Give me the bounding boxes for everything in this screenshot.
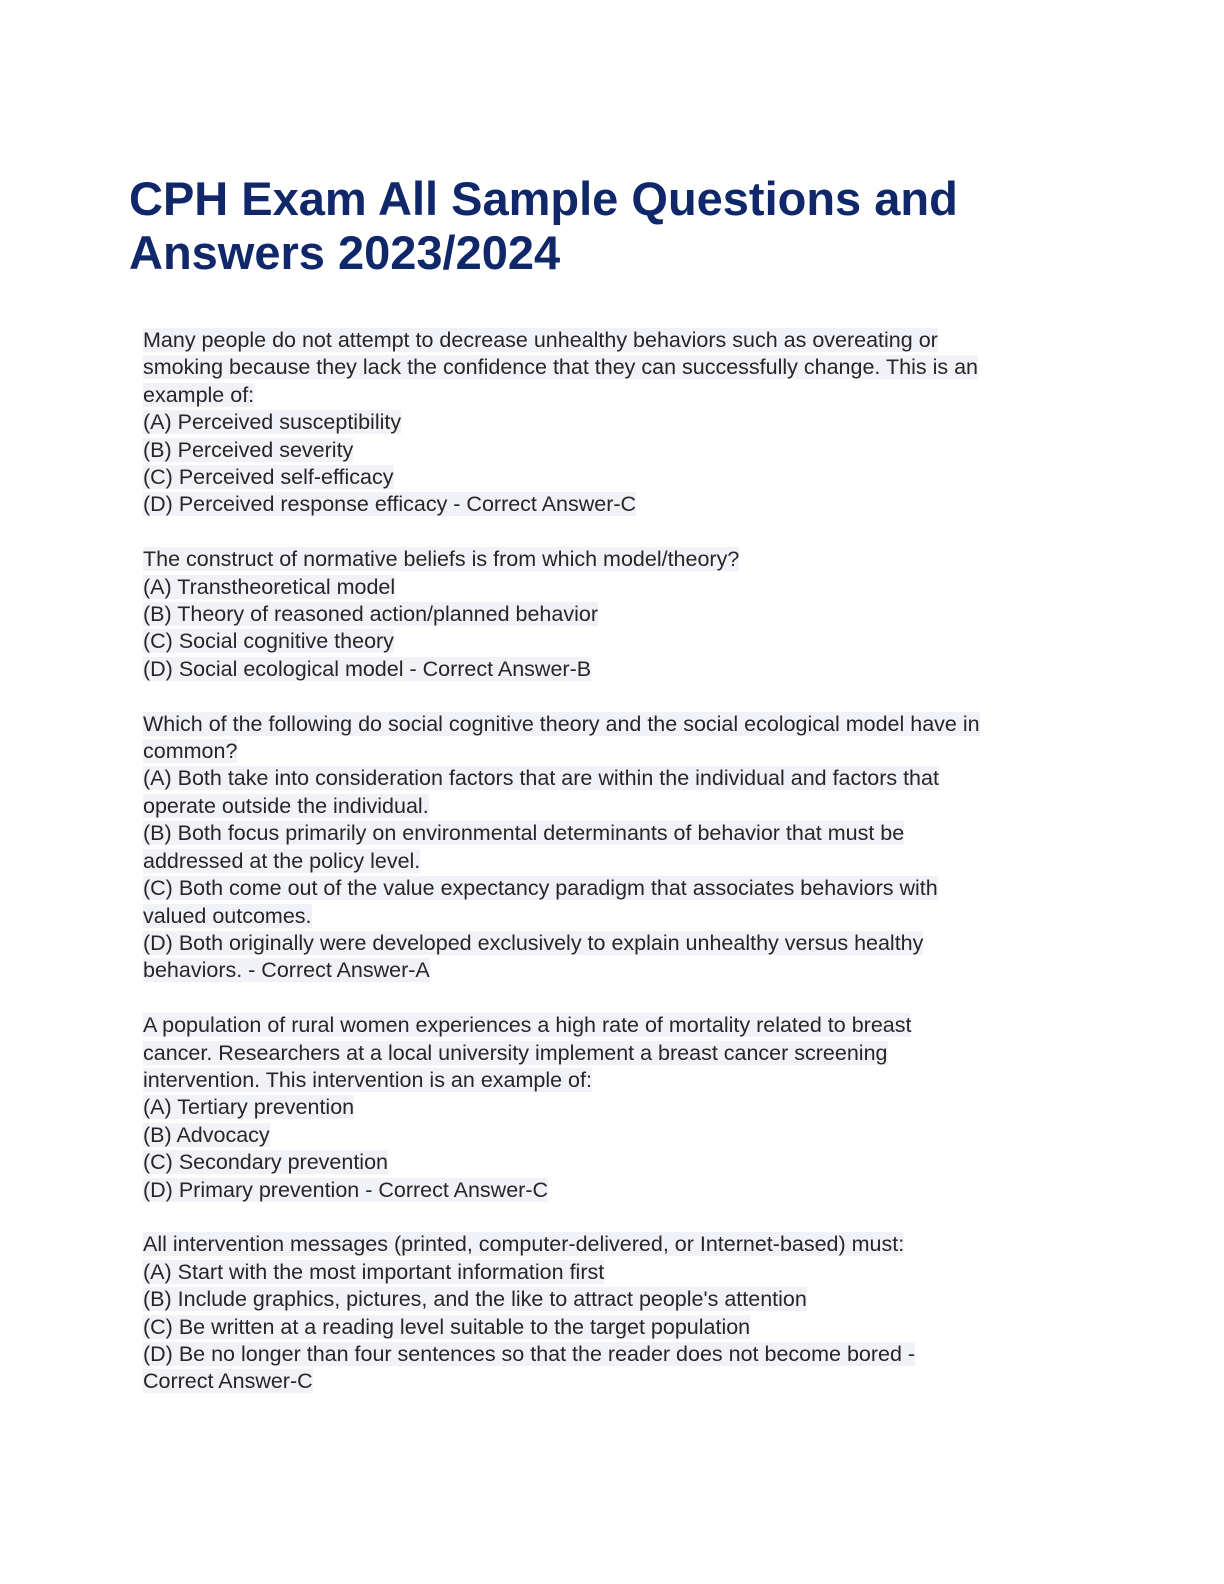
question-stem-line: smoking because they lack the confidence that they can successfully change. This is an xyxy=(143,355,978,380)
answer-option: (A) Transtheoretical model xyxy=(143,574,396,599)
document-title-line: CPH Exam All Sample Questions and xyxy=(129,172,958,225)
question-block xyxy=(143,711,1103,985)
answer-option: (B) Include graphics, pictures, and the like to attract people's attention xyxy=(143,1287,807,1312)
question-block xyxy=(143,1231,1103,1395)
answer-option: valued outcomes. xyxy=(143,903,312,928)
answer-option: (A) Perceived susceptibility xyxy=(143,410,402,435)
answer-option: (A) Tertiary prevention xyxy=(143,1095,355,1120)
question-block xyxy=(143,1012,1103,1204)
question-stem-line: cancer. Researchers at a local university implement a breast cancer screening xyxy=(143,1040,888,1065)
answer-option: (C) Both come out of the value expectancy paradigm that associates behaviors with xyxy=(143,876,938,901)
answer-option-with-correct-answer: (D) Primary prevention - Correct Answer-C xyxy=(143,1177,549,1202)
question-stem-line: Which of the following do social cognitive theory and the social ecological model have in xyxy=(143,711,980,736)
question-stem-line: Many people do not attempt to decrease unhealthy behaviors such as overeating or xyxy=(143,328,938,352)
document-title xyxy=(129,172,1089,280)
answer-option-with-correct-answer: (D) Social ecological model - Correct Answer-B xyxy=(143,656,592,681)
answer-option: (B) Both focus primarily on environmental determinants of behavior that must be xyxy=(143,821,905,846)
answer-option: operate outside the individual. xyxy=(143,793,429,818)
question-stem-line: intervention. This intervention is an example of: xyxy=(143,1067,592,1092)
answer-option: (B) Advocacy xyxy=(143,1122,270,1147)
answer-option: addressed at the policy level. xyxy=(143,848,421,873)
answer-option: (D) Both originally were developed exclusively to explain unhealthy versus healthy xyxy=(143,930,924,955)
answer-option: (A) Start with the most important information first xyxy=(143,1259,605,1284)
question-stem-line: common? xyxy=(143,739,238,764)
answer-option: (B) Perceived severity xyxy=(143,437,354,462)
document-title-line: Answers 2023/2024 xyxy=(129,226,561,279)
question-block xyxy=(143,327,1103,519)
question-list xyxy=(143,327,1103,1423)
answer-option-with-correct-answer: behaviors. - Correct Answer-A xyxy=(143,958,430,983)
answer-option: (C) Secondary prevention xyxy=(143,1150,388,1175)
question-stem-line: The construct of normative beliefs is from which model/theory? xyxy=(143,547,740,572)
answer-option: (A) Both take into consideration factors that are within the individual and factors that xyxy=(143,766,939,791)
correct-answer-line: Correct Answer-C xyxy=(143,1369,313,1394)
question-stem-line: A population of rural women experiences a high rate of mortality related to breast xyxy=(143,1013,912,1038)
question-stem-line: example of: xyxy=(143,382,255,407)
question-stem-line: All intervention messages (printed, computer-delivered, or Internet-based) must: xyxy=(143,1232,905,1257)
answer-option: (C) Be written at a reading level suitable to the target population xyxy=(143,1314,751,1339)
question-block xyxy=(143,546,1103,683)
answer-option: (C) Perceived self-efficacy xyxy=(143,465,394,490)
answer-option: (B) Theory of reasoned action/planned behavior xyxy=(143,602,598,627)
answer-option: (D) Be no longer than four sentences so that the reader does not become bored - xyxy=(143,1341,916,1366)
answer-option-with-correct-answer: (D) Perceived response efficacy - Correct Answer-C xyxy=(143,492,637,517)
answer-option: (C) Social cognitive theory xyxy=(143,629,394,654)
